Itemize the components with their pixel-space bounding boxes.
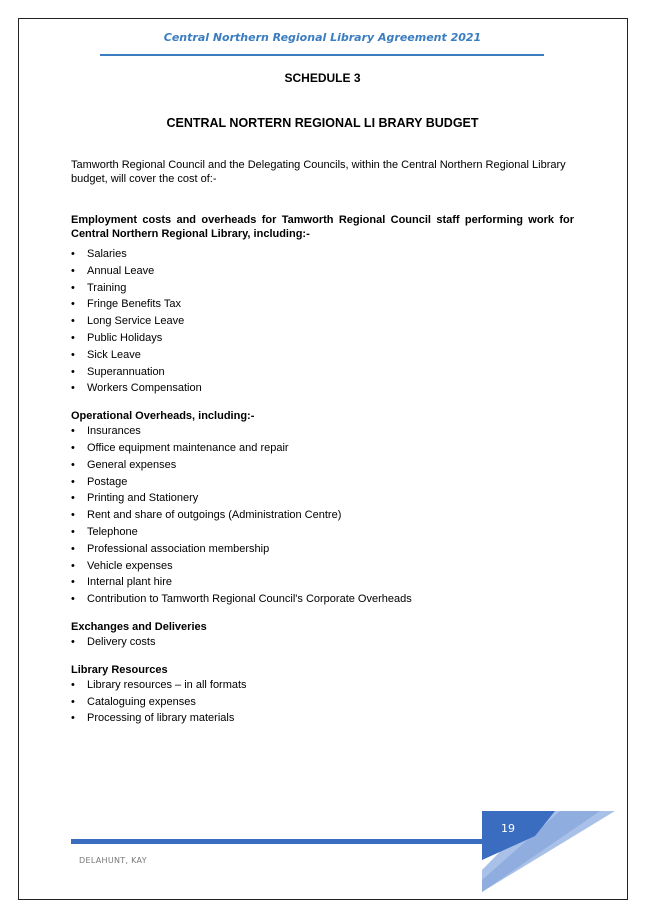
list-item: • Postage	[71, 474, 574, 491]
bullet-icon: •	[71, 559, 75, 572]
bullet-icon: •	[71, 382, 75, 395]
schedule-heading: SCHEDULE 3	[284, 71, 361, 85]
list-item: • Cataloguing expenses	[71, 694, 574, 711]
bullet-icon: •	[71, 315, 75, 328]
bullet-icon: •	[71, 635, 75, 648]
list-item: • Rent and share of outgoings (Administration Centre)	[71, 507, 574, 524]
footer-author: DELAHUNT, KAY	[79, 856, 147, 865]
bullet-icon: •	[71, 441, 75, 454]
list-item: • Office equipment maintenance and repair	[71, 440, 574, 457]
bullet-icon: •	[71, 264, 75, 277]
list-item: • Vehicle expenses	[71, 558, 574, 575]
intro-paragraph: Tamworth Regional Council and the Delegating Councils, within the Central Northern Regional Library budget, will cover the cost of:-	[71, 159, 566, 185]
bullet-icon: •	[71, 248, 75, 260]
list-item: • Fringe Benefits Tax	[71, 296, 574, 313]
list-item: • Library resources – in all formats	[71, 677, 574, 694]
list-item: • Annual Leave	[71, 263, 574, 280]
bullet-icon: •	[71, 492, 75, 505]
section-heading: Exchanges and Deliveries	[71, 620, 207, 633]
list-item: • Sick Leave	[71, 347, 574, 364]
header-title: Central Northern Regional Library Agreement 2021	[163, 31, 482, 44]
bullet-icon: •	[71, 593, 75, 606]
budget-title: CENTRAL NORTERN REGIONAL LI BRARY BUDGET	[166, 116, 479, 130]
bullet-icon: •	[71, 425, 75, 438]
bullet-icon: •	[71, 281, 75, 294]
list-item: • Salaries	[71, 246, 574, 263]
page-number: 19	[501, 822, 515, 835]
bullet-icon: •	[71, 475, 75, 488]
list-item: • Contribution to Tamworth Regional Council's Corporate Overheads	[71, 591, 574, 608]
section-heading: Library Resources	[71, 663, 168, 676]
bullet-icon: •	[71, 348, 75, 361]
list-item: • Printing and Stationery	[71, 490, 574, 507]
list-item: • Delivery costs	[71, 634, 574, 651]
bullet-icon: •	[71, 525, 75, 538]
list-item: • Training	[71, 280, 574, 297]
bullet-icon: •	[71, 458, 75, 471]
list-item: • Professional association membership	[71, 541, 574, 558]
list-item: • Public Holidays	[71, 330, 574, 347]
bullet-icon: •	[71, 365, 75, 378]
bullet-icon: •	[71, 576, 75, 589]
bullet-icon: •	[71, 695, 75, 708]
list-item: • Workers Compensation	[71, 380, 574, 397]
list-item: • Insurances	[71, 423, 574, 440]
bullet-icon: •	[71, 678, 75, 691]
list-item: • Superannuation	[71, 364, 574, 381]
bullet-icon: •	[71, 298, 75, 311]
section-heading: Operational Overheads, including:-	[71, 410, 255, 423]
bullet-icon: •	[71, 542, 75, 555]
bullet-icon: •	[71, 331, 75, 344]
list-item: • Long Service Leave	[71, 313, 574, 330]
section-heading: Employment costs and overheads for Tamworth Regional Council staff performing work for Central Northern Regional Library, including:-	[71, 214, 574, 240]
list-item: • Telephone	[71, 524, 574, 541]
bullet-icon: •	[71, 509, 75, 522]
list-item: • Internal plant hire	[71, 574, 574, 591]
list-item: • Processing of library materials	[71, 710, 574, 727]
bullet-icon: •	[71, 712, 75, 725]
list-item: • General expenses	[71, 457, 574, 474]
